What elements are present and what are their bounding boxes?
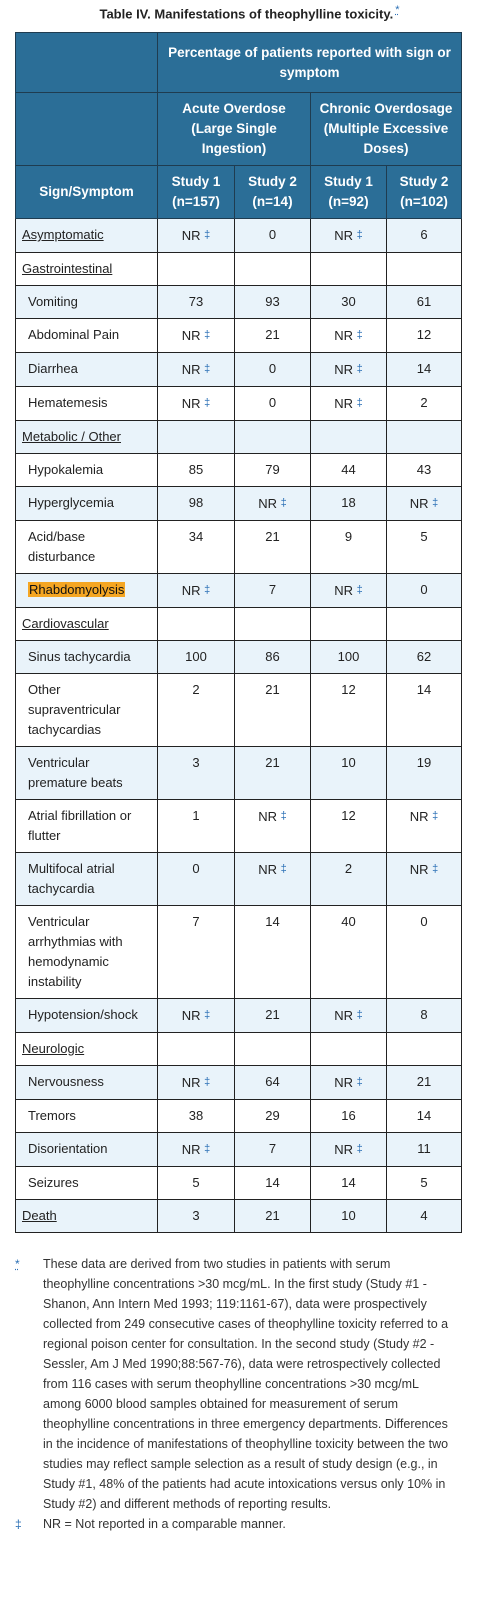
symptom-label: Multifocal atrial tachycardia	[16, 853, 158, 906]
toxicity-table	[15, 32, 462, 1233]
value-cell	[311, 1066, 387, 1100]
nr-text: NR	[334, 583, 354, 598]
table-row	[16, 906, 462, 999]
table-row	[16, 1033, 462, 1066]
nr-text: NR	[258, 862, 278, 877]
value-cell: 64	[235, 1066, 311, 1100]
symptom-label: Sinus tachycardia	[16, 641, 158, 674]
nr-footnote-mark[interactable]: ‡	[356, 397, 363, 409]
nr-footnote-mark[interactable]: ‡	[204, 1143, 211, 1155]
nr-footnote-mark[interactable]: ‡	[280, 863, 287, 875]
table-row	[16, 219, 462, 253]
category-label: Metabolic / Other	[16, 421, 158, 454]
value-cell	[311, 574, 387, 608]
value-cell	[235, 1033, 311, 1066]
symptom-label: Acid/base disturbance	[16, 521, 158, 574]
table-row	[16, 1167, 462, 1200]
header-chronic-overdosage: Chronic Overdosage (Multiple Excessive Doses)	[311, 93, 462, 166]
value-cell	[311, 1033, 387, 1066]
value-cell: 0	[235, 387, 311, 421]
value-cell: 0	[235, 353, 311, 387]
nr-footnote-mark[interactable]: ‡	[356, 1143, 363, 1155]
value-cell	[311, 1133, 387, 1167]
nr-footnote-mark[interactable]: ‡	[356, 1009, 363, 1021]
value-cell: 10	[311, 747, 387, 800]
footnote-symbol[interactable]: *	[15, 1257, 20, 1271]
value-cell	[158, 387, 235, 421]
nr-footnote-mark[interactable]: ‡	[356, 584, 363, 596]
value-cell: 100	[158, 641, 235, 674]
value-cell: 73	[158, 286, 235, 319]
symptom-label: Tremors	[16, 1100, 158, 1133]
value-cell: 14	[387, 353, 462, 387]
header-chronic-study-2: Study 2 (n=102)	[387, 166, 462, 219]
nr-footnote-mark[interactable]: ‡	[356, 229, 363, 241]
nr-footnote-mark[interactable]: ‡	[204, 397, 211, 409]
value-cell: 21	[235, 319, 311, 353]
value-cell: 0	[235, 219, 311, 253]
nr-text: NR	[334, 1008, 354, 1023]
value-cell: 21	[235, 999, 311, 1033]
value-cell	[311, 421, 387, 454]
table-row	[16, 521, 462, 574]
header-row-groups	[16, 93, 462, 166]
value-cell	[387, 421, 462, 454]
value-cell	[235, 608, 311, 641]
nr-text: NR	[334, 1075, 354, 1090]
value-cell: 14	[387, 674, 462, 747]
footnotes	[15, 1254, 455, 1534]
value-cell: 2	[387, 387, 462, 421]
table-row	[16, 1100, 462, 1133]
value-cell: 2	[158, 674, 235, 747]
symptom-label: Disorientation	[16, 1133, 158, 1167]
value-cell: 44	[311, 454, 387, 487]
value-cell: 61	[387, 286, 462, 319]
nr-footnote-mark[interactable]: ‡	[280, 497, 287, 509]
value-cell: 85	[158, 454, 235, 487]
footnote-symbol[interactable]: ‡	[15, 1517, 22, 1531]
symptom-label: Seizures	[16, 1167, 158, 1200]
value-cell: 21	[235, 1200, 311, 1233]
value-cell: 2	[311, 853, 387, 906]
value-cell	[311, 608, 387, 641]
nr-text: NR	[334, 362, 354, 377]
value-cell: 11	[387, 1133, 462, 1167]
value-cell	[387, 853, 462, 906]
nr-text: NR	[258, 809, 278, 824]
value-cell: 86	[235, 641, 311, 674]
value-cell: 14	[387, 1100, 462, 1133]
value-cell: 7	[158, 906, 235, 999]
value-cell	[158, 574, 235, 608]
value-cell: 12	[311, 800, 387, 853]
symptom-label: Hematemesis	[16, 387, 158, 421]
value-cell: 98	[158, 487, 235, 521]
value-cell: 100	[311, 641, 387, 674]
value-cell	[158, 1066, 235, 1100]
nr-footnote-mark[interactable]: ‡	[356, 1076, 363, 1088]
symptom-label: Hypokalemia	[16, 454, 158, 487]
nr-footnote-mark[interactable]: ‡	[204, 1076, 211, 1088]
value-cell: 12	[311, 674, 387, 747]
value-cell	[158, 608, 235, 641]
value-cell	[158, 1133, 235, 1167]
table-row	[16, 319, 462, 353]
value-cell	[158, 421, 235, 454]
value-cell: 21	[235, 747, 311, 800]
value-cell: 21	[235, 521, 311, 574]
header-acute-study-1: Study 1 (n=157)	[158, 166, 235, 219]
value-cell: 21	[387, 1066, 462, 1100]
nr-footnote-mark[interactable]: ‡	[204, 1009, 211, 1021]
nr-text: NR	[181, 1075, 201, 1090]
value-cell: 0	[387, 906, 462, 999]
symptom-label: Ventricular arrhythmias with hemodynamic instability	[16, 906, 158, 999]
table-row	[16, 747, 462, 800]
value-cell	[311, 387, 387, 421]
value-cell: 9	[311, 521, 387, 574]
value-cell: 10	[311, 1200, 387, 1233]
nr-text: NR	[181, 228, 201, 243]
value-cell: 0	[158, 853, 235, 906]
footnote-text: NR = Not reported in a comparable manner.	[43, 1517, 286, 1531]
value-cell: 5	[387, 1167, 462, 1200]
value-cell: 34	[158, 521, 235, 574]
nr-footnote-mark[interactable]: ‡	[204, 229, 211, 241]
value-cell	[387, 487, 462, 521]
symptom-label: Hyperglycemia	[16, 487, 158, 521]
table-row	[16, 674, 462, 747]
value-cell: 18	[311, 487, 387, 521]
symptom-label: Ventricular premature beats	[16, 747, 158, 800]
header-sign-symptom: Sign/Symptom	[16, 166, 158, 219]
value-cell: 4	[387, 1200, 462, 1233]
header-acute-overdose: Acute Overdose (Large Single Ingestion)	[158, 93, 311, 166]
table-title: Table IV. Manifestations of theophylline toxicity.	[99, 6, 394, 22]
nr-footnote-mark[interactable]: ‡	[204, 363, 211, 375]
value-cell	[158, 999, 235, 1033]
table-row	[16, 1066, 462, 1100]
value-cell	[158, 319, 235, 353]
header-empty-cell	[16, 93, 158, 166]
symptom-label: Atrial fibrillation or flutter	[16, 800, 158, 853]
footnote-data-source	[15, 1254, 455, 1514]
table-row	[16, 1133, 462, 1167]
value-cell	[158, 219, 235, 253]
value-cell: 93	[235, 286, 311, 319]
nr-text: NR	[181, 1008, 201, 1023]
header-chronic-study-1: Study 1 (n=92)	[311, 166, 387, 219]
value-cell	[387, 253, 462, 286]
symptom-label: Other supraventricular tachycardias	[16, 674, 158, 747]
value-cell: 38	[158, 1100, 235, 1133]
value-cell: 79	[235, 454, 311, 487]
table-row	[16, 999, 462, 1033]
nr-text: NR	[181, 583, 201, 598]
footnote-text: These data are derived from two studies in patients with serum theophylline concentrations >30 mcg/mL. In the first study (Study #1 - Shanon, Ann Intern Med 1993; 119:1161-67), data were prospectively collected from 249 consecutive cases of theophylline toxicity referred to a regional poison center for consultation. In the second study (Study #2 - Sessler, Am J Med 1990;88:567-76), data were retrospectively collected from 116 cases with serum theophylline concentrations >30 mcg/mL among 6000 blood samples obtained for measurement of serum theophylline concentrations in three emergency departments. Differences in the incidence of manifestations of theophylline toxicity between the two studies may reflect sample selection as a result of study design (e.g., in Study #1, 48% of the patients had acute intoxications versus only 10% in Study #2) and different methods of reporting results.	[43, 1257, 449, 1511]
value-cell: 29	[235, 1100, 311, 1133]
value-cell: 5	[387, 521, 462, 574]
value-cell	[235, 253, 311, 286]
nr-text: NR	[181, 396, 201, 411]
table-row	[16, 641, 462, 674]
value-cell	[235, 421, 311, 454]
value-cell: 8	[387, 999, 462, 1033]
table-row	[16, 454, 462, 487]
value-cell: 14	[311, 1167, 387, 1200]
header-row-top	[16, 33, 462, 93]
value-cell: 3	[158, 747, 235, 800]
value-cell: 14	[235, 1167, 311, 1200]
table-row	[16, 353, 462, 387]
nr-text: NR	[181, 362, 201, 377]
value-cell: 62	[387, 641, 462, 674]
header-row-studies	[16, 166, 462, 219]
value-cell	[311, 353, 387, 387]
value-cell: 6	[387, 219, 462, 253]
table-row	[16, 800, 462, 853]
value-cell	[311, 253, 387, 286]
table-row	[16, 253, 462, 286]
value-cell	[311, 999, 387, 1033]
value-cell	[311, 219, 387, 253]
value-cell	[158, 253, 235, 286]
value-cell	[387, 800, 462, 853]
value-cell: 43	[387, 454, 462, 487]
symptom-label: Diarrhea	[16, 353, 158, 387]
footnote-mark-link[interactable]: *	[395, 4, 400, 16]
nr-footnote-mark[interactable]: ‡	[356, 363, 363, 375]
table-row	[16, 608, 462, 641]
value-cell	[387, 608, 462, 641]
nr-footnote-mark[interactable]: ‡	[432, 810, 439, 822]
table-row	[16, 1200, 462, 1233]
symptom-label: Vomiting	[16, 286, 158, 319]
value-cell	[311, 319, 387, 353]
nr-text: NR	[181, 328, 201, 343]
category-label: Cardiovascular	[16, 608, 158, 641]
nr-text: NR	[334, 396, 354, 411]
value-cell	[387, 1033, 462, 1066]
value-cell: 7	[235, 574, 311, 608]
value-cell: 30	[311, 286, 387, 319]
value-cell	[158, 1033, 235, 1066]
value-cell	[158, 353, 235, 387]
nr-text: NR	[409, 496, 429, 511]
table-caption	[0, 4, 499, 21]
table-row	[16, 853, 462, 906]
nr-footnote-mark[interactable]: ‡	[204, 584, 211, 596]
nr-footnote-mark[interactable]: ‡	[432, 497, 439, 509]
nr-text: NR	[258, 496, 278, 511]
highlighted-term: Rhabdomyolysis	[29, 582, 125, 597]
value-cell: 7	[235, 1133, 311, 1167]
table-row	[16, 387, 462, 421]
nr-footnote-mark[interactable]: ‡	[280, 810, 287, 822]
value-cell: 5	[158, 1167, 235, 1200]
symptom-label	[16, 574, 158, 608]
nr-text: NR	[181, 1142, 201, 1157]
header-percentage: Percentage of patients reported with sign or symptom	[158, 33, 462, 93]
value-cell: 21	[235, 674, 311, 747]
value-cell: 1	[158, 800, 235, 853]
value-cell: 19	[387, 747, 462, 800]
value-cell: 14	[235, 906, 311, 999]
table-row	[16, 421, 462, 454]
category-label: Gastrointestinal	[16, 253, 158, 286]
value-cell: 0	[387, 574, 462, 608]
header-empty-cell	[16, 33, 158, 93]
value-cell	[235, 800, 311, 853]
value-cell: 3	[158, 1200, 235, 1233]
symptom-label: Nervousness	[16, 1066, 158, 1100]
header-acute-study-2: Study 2 (n=14)	[235, 166, 311, 219]
table-row	[16, 487, 462, 521]
value-cell	[235, 487, 311, 521]
nr-footnote-mark[interactable]: ‡	[356, 329, 363, 341]
nr-footnote-mark[interactable]: ‡	[432, 863, 439, 875]
category-label: Death	[16, 1200, 158, 1233]
table-body	[16, 219, 462, 1233]
symptom-label: Hypotension/shock	[16, 999, 158, 1033]
value-cell: 40	[311, 906, 387, 999]
nr-text: NR	[334, 328, 354, 343]
symptom-label: Abdominal Pain	[16, 319, 158, 353]
footnote-nr-definition	[15, 1514, 455, 1534]
nr-footnote-mark[interactable]: ‡	[204, 329, 211, 341]
table-row	[16, 286, 462, 319]
value-cell	[235, 853, 311, 906]
nr-text: NR	[334, 1142, 354, 1157]
value-cell: 16	[311, 1100, 387, 1133]
table-row	[16, 574, 462, 608]
nr-text: NR	[334, 228, 354, 243]
nr-text: NR	[409, 809, 429, 824]
nr-text: NR	[409, 862, 429, 877]
category-label: Neurologic	[16, 1033, 158, 1066]
category-label: Asymptomatic	[16, 219, 158, 253]
value-cell: 12	[387, 319, 462, 353]
